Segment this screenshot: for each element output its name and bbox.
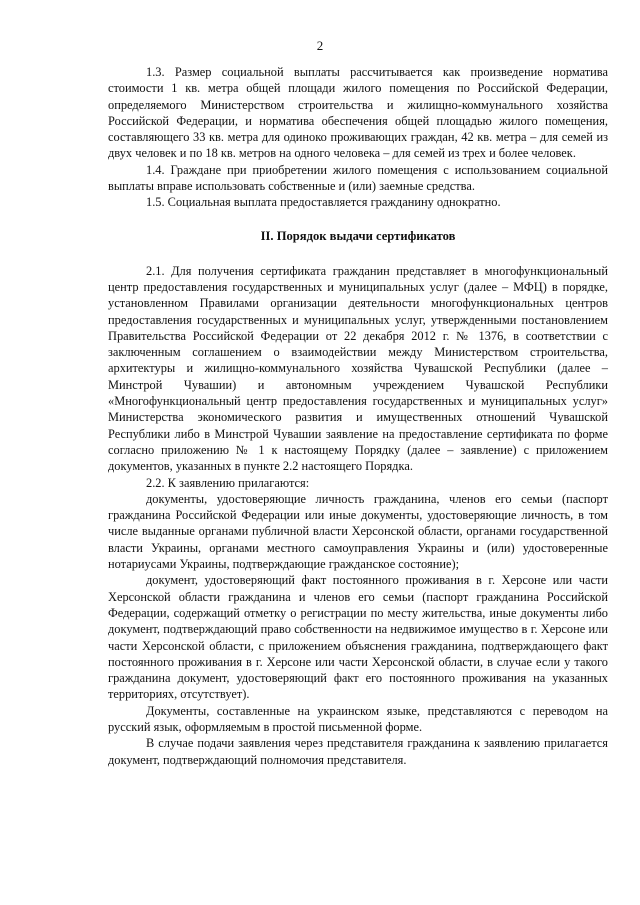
paragraph-representative: В случае подачи заявления через представителя гражданина к заявлению прилагается документ, подтверждающий полномочия представителя. [108, 736, 608, 767]
paragraph-1-3: 1.3. Размер социальной выплаты рассчитывается как произведение норматива стоимости 1 кв. метра общей площади жилого помещения по Российской Федерации, определяемого Министерством строительства и жилищно-коммунального хозяйства Российской Федерации, и норматива обеспечения общей площадью жилого помещения, составляющего 33 кв. метра для одиноко проживающих граждан, 42 кв. метра – для семей из двух человек и по 18 кв. метров на одного человека – для семей из трех и более человек. [108, 65, 608, 161]
paragraph-translation: Документы, составленные на украинском языке, представляются с переводом на русский язык, оформляемым в простой письменной форме. [108, 703, 608, 734]
paragraph-2-2: 2.2. К заявлению прилагаются: [146, 475, 310, 490]
paragraph-residence-document: документ, удостоверяющий факт постоянного проживания в г. Херсоне или части Херсонской области гражданина и членов его семьи (паспорт гражданина Российской Федерации, содержащий отметку о регистрации по месту жительства, иные документы либо документ, подтверждающий право собственности на недвижимое имущество в г. Херсоне или части Херсонской области, с приложением объяснения гражданина, подтверждающего факт постоянного проживания в г. Херсоне или части Херсонской области, в случае если у такого гражданина документ, удостоверяющий факт его постоянного проживания на указанных территориях, отсутствует). [108, 573, 608, 702]
paragraph-1-5: 1.5. Социальная выплата предоставляется гражданину однократно. [146, 195, 501, 210]
section-heading: II. Порядок выдачи сертификатов [260, 228, 456, 243]
paragraph-identity-documents: документы, удостоверяющие личность гражданина, членов его семьи (паспорт гражданина Российской Федерации или иные документы, удостоверяющие личность, в том числе выданные органами публичной власти Херсонской области, органами государственной власти Украины, органами местного самоуправления Украины и (или) удостоверенные нотариусами Украины, подтверждающие гражданское состояние); [108, 491, 608, 572]
paragraph-2-1: 2.1. Для получения сертификата гражданин представляет в многофункциональный центр предоставления государственных и муниципальных услуг (далее – МФЦ) в порядке, установленном Правилами организации деятельности многофункциональных центров предоставления государственных и муниципальных услуг, утвержденными постановлением Правительства Российской Федерации от 22 декабря 2012 г. № 1376, в соответствии с заключенным соглашением о взаимодействии между Министерством строительства, архитектуры и жилищно-коммунального хозяйства Чувашской Республики (далее – Минстрой Чувашии) и автономным учреждением Чувашской Республики «Многофункциональный центр предоставления государственных и муниципальных услуг» Министерства экономического развития и имущественных отношений Чувашской Республики либо в Минстрой Чувашии заявление на предоставление сертификата по форме согласно приложению № 1 к настоящему Порядку (далее – заявление) с приложением документов, указанных в пункте 2.2 настоящего Порядка. [108, 263, 608, 474]
page-number: 2 [316, 38, 324, 53]
paragraph-1-4: 1.4. Граждане при приобретении жилого помещения с использованием социальной выплаты вправе использовать собственные и (или) заемные средства. [108, 162, 608, 194]
document-body [108, 64, 608, 768]
